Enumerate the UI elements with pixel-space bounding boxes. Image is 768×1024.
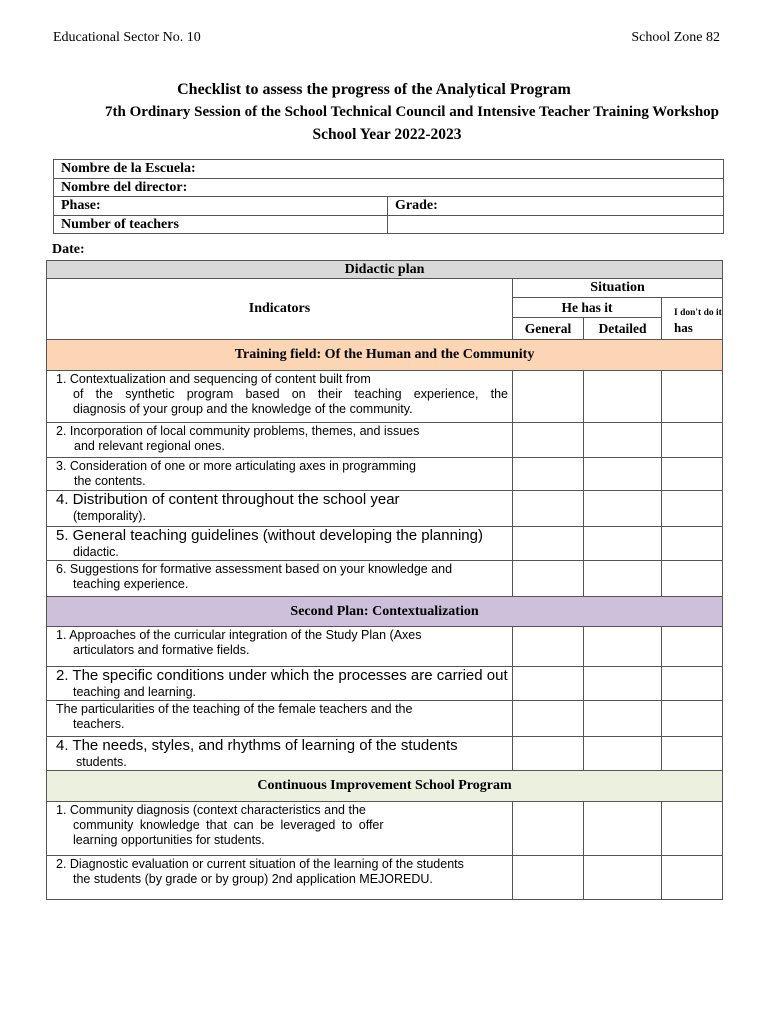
section-human-community: Training field: Of the Human and the Community xyxy=(47,340,723,371)
general-cell[interactable] xyxy=(513,802,584,856)
dont-have-cell[interactable] xyxy=(662,667,723,701)
indicator-row: 1. Community diagnosis (context characteristics and the community knowledge that can be leveraged to offer learning opportunities for students. xyxy=(47,802,513,856)
detailed-cell[interactable] xyxy=(584,802,662,856)
dont-have-cell[interactable] xyxy=(662,458,723,491)
detailed-cell[interactable] xyxy=(584,561,662,597)
indicator-row: 3. Consideration of one or more articulating axes in programming the contents. xyxy=(47,458,513,491)
general-cell[interactable] xyxy=(513,371,584,423)
dont-have-cell[interactable] xyxy=(662,371,723,423)
teachers-value-cell xyxy=(388,215,724,234)
detailed-cell[interactable] xyxy=(584,491,662,527)
dont-have-line1: I don't do it xyxy=(674,308,722,318)
header-zone: School Zone 82 xyxy=(631,30,720,45)
dont-have-cell[interactable] xyxy=(662,856,723,900)
indicators-heading: Indicators xyxy=(47,279,513,340)
indicator-row: 1. Approaches of the curricular integration of the Study Plan (Axes articulators and formative fields. xyxy=(47,627,513,667)
detailed-cell[interactable] xyxy=(584,527,662,561)
he-has-it-heading: He has it xyxy=(513,298,662,318)
date-label: Date: xyxy=(52,242,85,257)
general-cell[interactable] xyxy=(513,423,584,458)
header-sector: Educational Sector No. 10 xyxy=(53,30,201,45)
situation-heading: Situation xyxy=(513,279,723,298)
general-cell[interactable] xyxy=(513,737,584,771)
general-cell[interactable] xyxy=(513,491,584,527)
session-subtitle: 7th Ordinary Session of the School Technical Council and Intensive Teacher Training Workshop xyxy=(104,104,720,120)
section-continuous-improvement: Continuous Improvement School Program xyxy=(47,771,723,802)
grade-label: Grade: xyxy=(388,197,724,216)
general-cell[interactable] xyxy=(513,667,584,701)
dont-have-cell[interactable] xyxy=(662,561,723,597)
detailed-heading: Detailed xyxy=(584,318,662,340)
general-cell[interactable] xyxy=(513,856,584,900)
indicator-row: The particularities of the teaching of the female teachers and the teachers. xyxy=(47,701,513,737)
dont-have-cell[interactable] xyxy=(662,627,723,667)
dont-have-heading xyxy=(662,298,723,340)
detailed-cell[interactable] xyxy=(584,423,662,458)
checklist-table xyxy=(46,260,723,900)
detailed-cell[interactable] xyxy=(584,856,662,900)
general-cell[interactable] xyxy=(513,458,584,491)
detailed-cell[interactable] xyxy=(584,701,662,737)
school-year: School Year 2022-2023 xyxy=(312,126,462,143)
general-cell[interactable] xyxy=(513,527,584,561)
indicator-row: 2. Incorporation of local community problems, themes, and issues and relevant regional ones. xyxy=(47,423,513,458)
detailed-cell[interactable] xyxy=(584,458,662,491)
dont-have-cell[interactable] xyxy=(662,527,723,561)
detailed-cell[interactable] xyxy=(584,737,662,771)
indicator-row: 2. The specific conditions under which the processes are carried out teaching and learning. xyxy=(47,667,513,701)
dont-have-cell[interactable] xyxy=(662,737,723,771)
general-cell[interactable] xyxy=(513,627,584,667)
indicator-row: 1. Contextualization and sequencing of content built from of the synthetic program based on their teaching experience, the diagnosis of your group and the knowledge of the community. xyxy=(47,371,513,423)
detailed-cell[interactable] xyxy=(584,627,662,667)
director-name-label: Nombre del director: xyxy=(54,178,724,197)
general-cell[interactable] xyxy=(513,561,584,597)
section-contextualization: Second Plan: Contextualization xyxy=(47,597,723,627)
dont-have-line2: has xyxy=(674,320,693,335)
didactic-plan-heading: Didactic plan xyxy=(47,261,723,279)
school-info-table xyxy=(53,159,724,234)
general-cell[interactable] xyxy=(513,701,584,737)
detailed-cell[interactable] xyxy=(584,667,662,701)
general-heading: General xyxy=(513,318,584,340)
indicator-row: 4. Distribution of content throughout the school year (temporality). xyxy=(47,491,513,527)
phase-label: Phase: xyxy=(54,197,388,216)
document-title: Checklist to assess the progress of the Analytical Program xyxy=(177,81,571,98)
school-name-label: Nombre de la Escuela: xyxy=(54,160,724,179)
dont-have-cell[interactable] xyxy=(662,802,723,856)
dont-have-cell[interactable] xyxy=(662,423,723,458)
indicator-row: 2. Diagnostic evaluation or current situation of the learning of the students the students (by grade or by group) 2nd application MEJOREDU. xyxy=(47,856,513,900)
indicator-row: 6. Suggestions for formative assessment based on your knowledge and teaching experience. xyxy=(47,561,513,597)
indicator-row: 4. The needs, styles, and rhythms of learning of the students students. xyxy=(47,737,513,771)
indicator-row: 5. General teaching guidelines (without developing the planning) didactic. xyxy=(47,527,513,561)
dont-have-cell[interactable] xyxy=(662,491,723,527)
dont-have-cell[interactable] xyxy=(662,701,723,737)
teachers-label: Number of teachers xyxy=(54,215,388,234)
detailed-cell[interactable] xyxy=(584,371,662,423)
